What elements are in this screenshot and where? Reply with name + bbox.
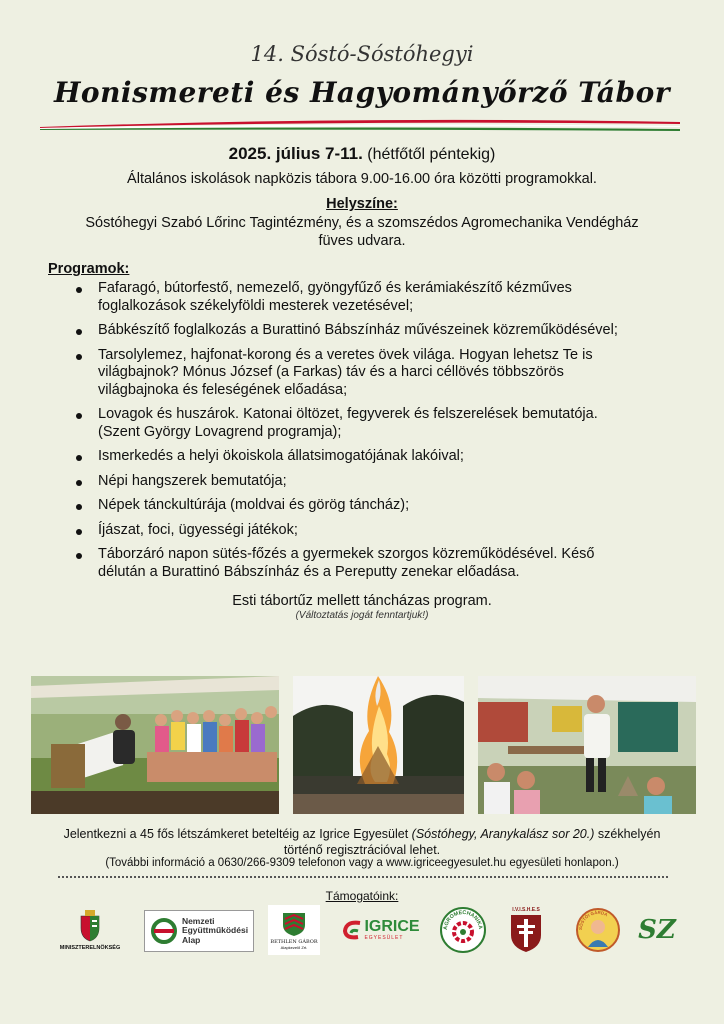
venue-heading: Helyszíne: bbox=[326, 196, 398, 212]
date-range: 2025. július 7-11. bbox=[228, 144, 363, 163]
program-line: világbajnok? Mónus József (a Farkas) táv és a harci céllövés többszörös bbox=[98, 364, 564, 380]
coat-of-arms-icon bbox=[79, 910, 101, 942]
igrice-logo bbox=[338, 905, 424, 955]
program-line: délután a Burattinó Bábszínház és a Pereputty zenekar előadása. bbox=[98, 563, 520, 580]
program-item bbox=[60, 406, 680, 441]
registration-after: székhelyén bbox=[594, 827, 661, 841]
program-line: Lovagok és huszárok. Katonai öltözet, fegyverek és felszerelések bemutatója. bbox=[98, 406, 598, 422]
program-item bbox=[60, 448, 680, 466]
dotted-divider bbox=[58, 876, 668, 878]
nea-label-line: Együttműködési bbox=[181, 925, 249, 936]
date-note: (hétfőtől péntekig) bbox=[367, 146, 496, 163]
agromechanika-logo bbox=[438, 905, 488, 955]
bethlen-shield-icon bbox=[282, 911, 306, 937]
ivishes-label: I.V.I.S.H.E.S bbox=[512, 907, 540, 913]
nea-label-line: Alap bbox=[181, 934, 201, 945]
bethlen-label: BETHLEN GÁBOR bbox=[270, 938, 318, 945]
tricolor-swoosh bbox=[40, 118, 680, 134]
program-item bbox=[60, 473, 680, 491]
tent-exhibition-photo bbox=[478, 676, 696, 814]
program-list bbox=[60, 280, 680, 588]
program-line: Íjászat, foci, ügyességi játékok; bbox=[98, 521, 298, 538]
workshop-photo bbox=[31, 676, 279, 814]
sponsors-heading: Támogatóink: bbox=[325, 889, 399, 903]
program-line: Bábkészítő foglalkozás a Burattinó Bábszínház művészeinek közreműködésével; bbox=[98, 322, 618, 338]
disclaimer: (Változtatás jogát fenntartjuk!) bbox=[295, 610, 429, 621]
camp-intro: Általános iskolások napközis tábora 9.00-16.00 óra közötti programokkal. bbox=[127, 171, 597, 187]
agromechanika-gear-icon bbox=[439, 906, 487, 954]
campfire-photo bbox=[293, 676, 464, 814]
program-line: Tarsolylemez, hajfonat-korong és a veretes övek világa. Hogyan lehetsz Te is bbox=[98, 346, 593, 363]
registration-before: Jelentkezni a 45 fős létszámkeret beteltéig az Igrice Egyesület bbox=[63, 827, 412, 841]
program-line: Népi hangszerek bemutatója; bbox=[98, 472, 287, 489]
program-line: Táborzáró napon sütés-főzés a gyermekek szorgos közreműködésével. Késő bbox=[98, 546, 595, 562]
sostoi-garda-label: SÓSTÓI GÁRDA bbox=[577, 909, 609, 931]
sz-monogram: SZ bbox=[638, 915, 676, 945]
program-line: világbajnoka és feleségének előadása; bbox=[98, 381, 348, 398]
garda-emblem-icon bbox=[575, 907, 621, 953]
contact-info: (További információ a 0630/266-9309 telefonon vagy a www.igriceegyesulet.hu egyesületi honlapon.) bbox=[105, 857, 619, 869]
cross-shield-icon bbox=[509, 913, 543, 953]
program-item bbox=[60, 347, 680, 400]
registration-text bbox=[20, 826, 704, 858]
nea-icon bbox=[150, 917, 178, 945]
ministry-logo bbox=[56, 905, 124, 955]
registration-line-2: történő regisztrációval lehet. bbox=[283, 843, 441, 857]
igrice-label: IGRICE bbox=[364, 918, 420, 935]
program-item bbox=[60, 322, 680, 340]
venue-line: Sóstóhegyi Szabó Lőrinc Tagintézmény, és a szomszédos Agromechanika Vendégház bbox=[85, 215, 639, 231]
nea-label-line: Nemzeti bbox=[181, 915, 215, 926]
registration-address: (Sóstóhegy, Aranykalász sor 20.) bbox=[411, 827, 595, 841]
program-item bbox=[60, 546, 680, 581]
closing-program: Esti tábortűz mellett táncházas program. bbox=[232, 593, 492, 609]
nea-logo bbox=[144, 910, 254, 952]
program-item bbox=[60, 522, 680, 540]
ivishes-logo bbox=[504, 905, 548, 955]
program-item bbox=[60, 497, 680, 515]
nea-label bbox=[182, 917, 248, 946]
igrice-text bbox=[364, 919, 419, 941]
igrice-sublabel: EGYESÜLET bbox=[364, 935, 404, 941]
program-line: Népek tánckultúrája (moldvai és görög táncház); bbox=[98, 497, 410, 513]
sz-logo bbox=[640, 905, 674, 955]
camp-edition: 14. Sóstó-Sóstóhegyi bbox=[250, 42, 474, 66]
program-line: (Szent György Lovagrend programja); bbox=[98, 423, 342, 440]
venue-line: füves udvara. bbox=[318, 233, 406, 249]
igrice-swirl-icon bbox=[342, 919, 362, 941]
agromechanika-label: AGROMECHANIKA bbox=[442, 909, 484, 931]
program-line: Fafaragó, bútorfestő, nemezelő, gyöngyfűző és kerámiakészítő kézműves bbox=[98, 280, 572, 296]
venue-text bbox=[60, 214, 664, 250]
bethlen-gabor-logo bbox=[268, 905, 320, 955]
program-line: foglalkozások székelyföldi mesterek vezetésével; bbox=[98, 297, 414, 314]
bethlen-sublabel: Alapkezelő Zrt. bbox=[280, 944, 308, 950]
program-item bbox=[60, 280, 680, 315]
registration-line bbox=[20, 826, 704, 842]
sostoi-garda-logo bbox=[574, 905, 622, 955]
program-line: Ismerkedés a helyi ökoiskola állatsimogatójának lakóival; bbox=[98, 448, 464, 464]
ministry-label: MINISZTERELNÖKSÉG bbox=[59, 944, 121, 951]
camp-title: Honismereti és Hagyományőrző Tábor bbox=[53, 76, 671, 109]
camp-dates bbox=[0, 144, 724, 164]
programs-heading: Programok: bbox=[48, 261, 130, 277]
